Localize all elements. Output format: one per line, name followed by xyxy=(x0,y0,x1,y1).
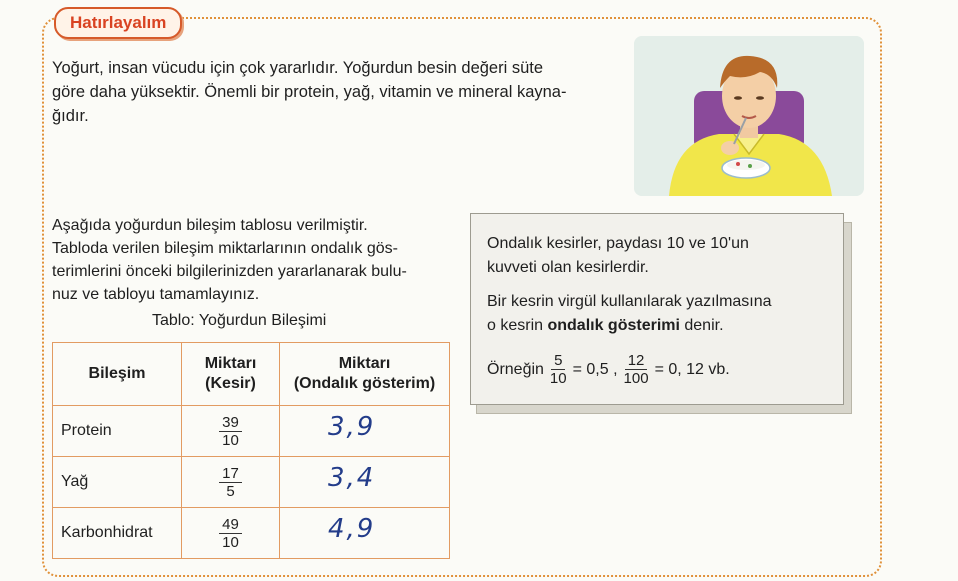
info-line: Bir kesrin virgül kullanılarak yazılmasına xyxy=(487,293,772,310)
numerator: 39 xyxy=(219,414,242,432)
row-answer-cell[interactable] xyxy=(280,508,450,559)
row-fraction xyxy=(182,457,280,508)
table-row xyxy=(53,406,450,457)
numerator: 17 xyxy=(219,465,242,483)
handwritten-answer: 4,9 xyxy=(328,514,376,544)
instruction-line: Aşağıda yoğurdun bileşim tablosu verilmiştir. xyxy=(52,217,368,234)
row-name: Yağ xyxy=(53,457,182,508)
row-answer-cell[interactable] xyxy=(280,457,450,508)
header-fraction-line1: Miktarı xyxy=(204,355,257,372)
header-fraction-line2: (Kesir) xyxy=(205,375,256,392)
row-answer-cell[interactable] xyxy=(280,406,450,457)
example-fraction-2 xyxy=(624,352,649,387)
denominator: 10 xyxy=(222,431,239,449)
table-header-row xyxy=(53,343,450,406)
example-label: Örneğin xyxy=(487,360,544,378)
numerator: 5 xyxy=(551,352,565,370)
denominator: 10 xyxy=(222,533,239,551)
handwritten-answer: 3,4 xyxy=(328,463,376,493)
info-definition xyxy=(487,232,829,280)
header-decimal xyxy=(280,343,450,406)
header-decimal-line2: (Ondalık gösterim) xyxy=(293,375,436,392)
section-tag xyxy=(54,7,182,39)
example-fraction-1 xyxy=(550,352,567,387)
table-row xyxy=(53,457,450,508)
info-line: o kesrin xyxy=(487,317,548,334)
row-name: Protein xyxy=(53,406,182,457)
instruction-line: terimlerini önceki bilgilerinizden yararlanarak bulu- xyxy=(52,263,407,280)
table-caption: Tablo: Yoğurdun Bileşimi xyxy=(152,312,327,329)
denominator: 100 xyxy=(623,370,649,387)
row-name: Karbonhidrat xyxy=(53,508,182,559)
example-line xyxy=(487,352,829,387)
info-box xyxy=(470,213,844,405)
denominator: 10 xyxy=(549,370,567,387)
header-fraction xyxy=(182,343,280,406)
row-fraction xyxy=(182,406,280,457)
numerator: 49 xyxy=(219,516,242,534)
instruction-line: Tabloda verilen bileşim miktarlarının ondalık gös- xyxy=(52,240,398,257)
info-line: denir. xyxy=(679,317,724,334)
info-line: kuvveti olan kesirlerdir. xyxy=(487,259,649,276)
numerator: 12 xyxy=(625,352,648,370)
table-row xyxy=(53,508,450,559)
header-component: Bileşim xyxy=(53,343,182,406)
example-result-2: = 0, 12 vb. xyxy=(654,360,730,378)
handwritten-answer: 3,9 xyxy=(328,412,376,442)
header-decimal-line1: Miktarı xyxy=(338,355,391,372)
intro-line: Yoğurt, insan vücudu için çok yararlıdır. Yoğurdun besin değeri süte xyxy=(52,59,544,77)
intro-line: ğıdır. xyxy=(52,107,89,125)
intro-paragraph xyxy=(52,56,624,128)
info-bold-term: ondalık gösterimi xyxy=(547,317,680,334)
intro-line: göre daha yüksektir. Önemli bir protein, yağ, vitamin ve mineral kayna- xyxy=(52,83,567,101)
section-tag-label: Hatırlayalım xyxy=(70,13,167,32)
denominator: 5 xyxy=(226,482,235,500)
instruction-paragraph xyxy=(52,214,450,306)
boy-eating-yogurt-illustration xyxy=(634,36,864,196)
instruction-line: nuz ve tabloyu tamamlayınız. xyxy=(52,286,260,303)
info-decimal-notation xyxy=(487,290,829,338)
row-fraction xyxy=(182,508,280,559)
info-line: Ondalık kesirler, paydası 10 ve 10'un xyxy=(487,235,749,252)
composition-table xyxy=(52,342,450,559)
example-result-1: = 0,5 , xyxy=(572,360,618,378)
